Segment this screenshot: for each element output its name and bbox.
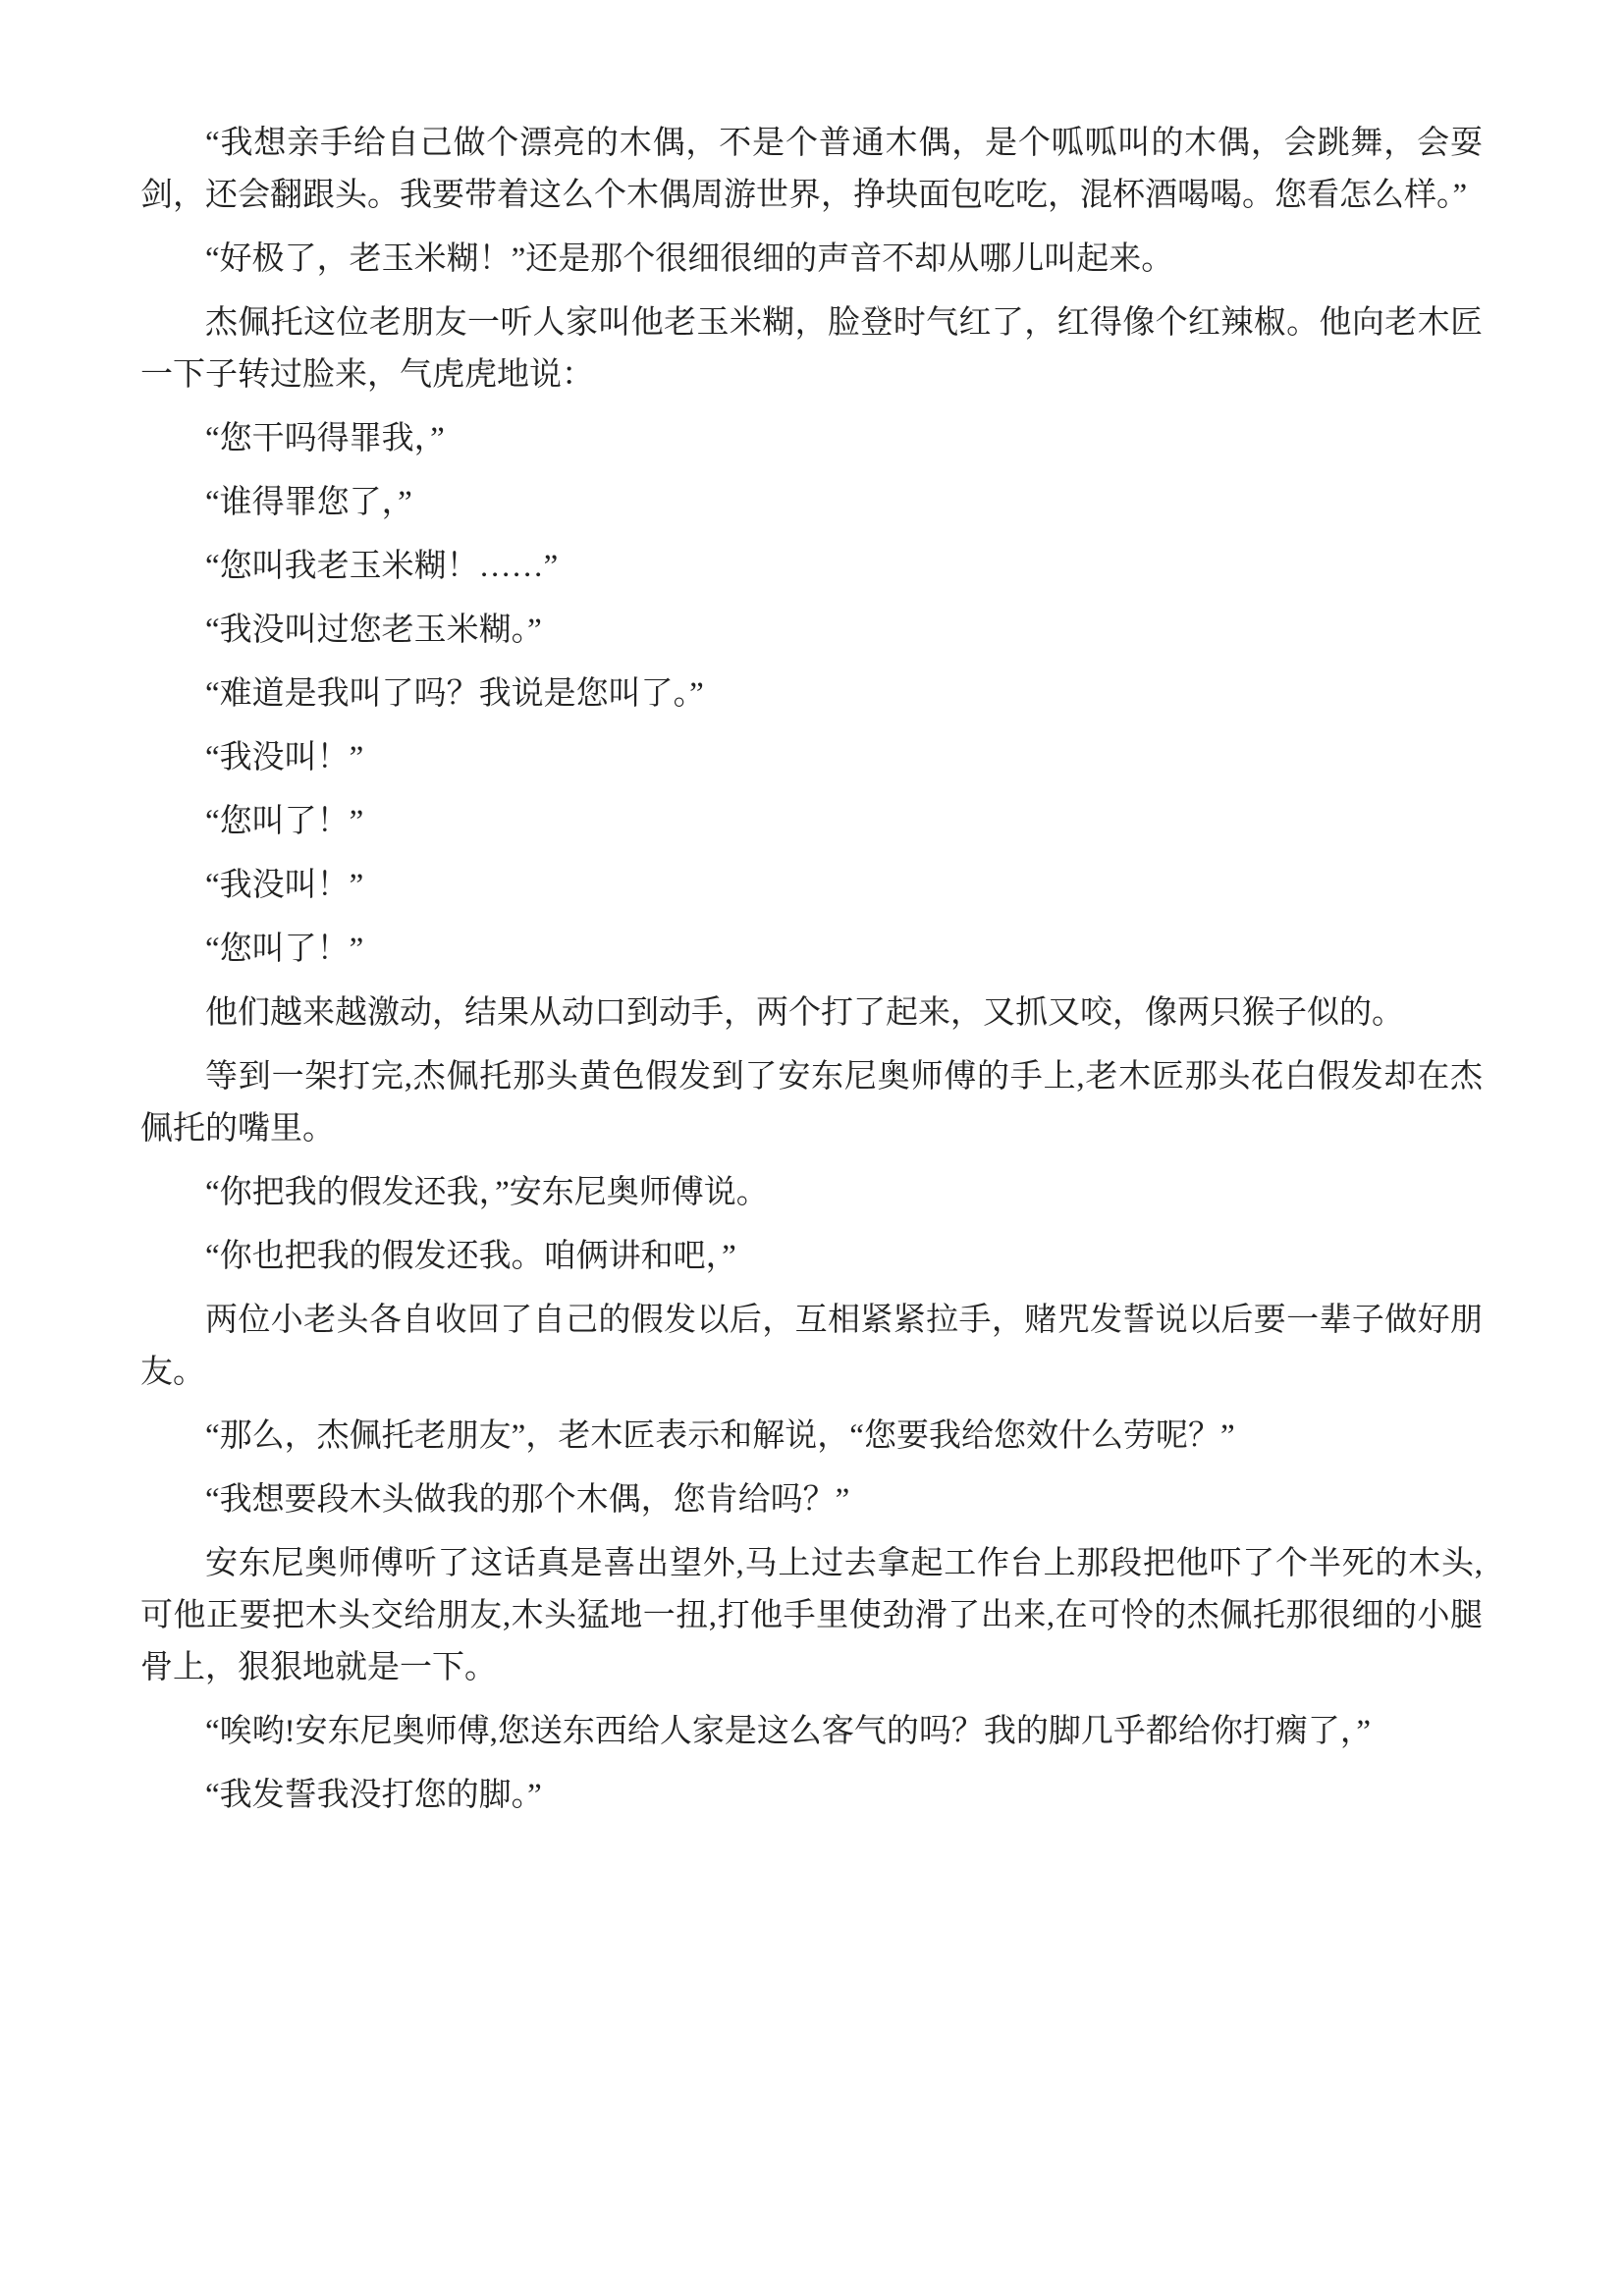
paragraph: “好极了，老玉米糊！”还是那个很细很细的声音不却从哪儿叫起来。: [205, 241, 1174, 277]
paragraph: “我没叫过您老玉米糊。”: [205, 613, 542, 648]
paragraph: “谁得罪您了，”: [205, 485, 412, 520]
paragraph: “您干吗得罪我，”: [205, 421, 445, 456]
paragraph: “您叫了！”: [205, 932, 364, 967]
paragraph: “我发誓我没打您的脚。”: [205, 1778, 542, 1813]
paragraph: “你也把我的假发还我。咱俩讲和吧，”: [205, 1239, 736, 1274]
paragraph: 杰佩托这位老朋友一听人家叫他老玉米糊，脸登时气红了，红得像个红辣椒。他向老木匠一下子转过脸来，气虎虎地说：: [140, 305, 1483, 393]
paragraph: 他们越来越激动，结果从动口到动手，两个打了起来，又抓又咬，像两只猴子似的。: [205, 995, 1404, 1031]
document-content: [140, 118, 1483, 1822]
paragraph: “我想亲手给自己做个漂亮的木偶，不是个普通木偶，是个呱呱叫的木偶，会跳舞，会耍剑，还会翻跟头。我要带着这么个木偶周游世界，挣块面包吃吃，混杯酒喝喝。您看怎么样。”: [140, 126, 1483, 213]
paragraph: “难道是我叫了吗？我说是您叫了。”: [205, 676, 704, 712]
paragraph: “唉哟!安东尼奥师傅,您送东西给人家是这么客气的吗？我的脚几乎都给你打瘸了，”: [205, 1714, 1372, 1749]
paragraph: “我想要段木头做我的那个木偶，您肯给吗？”: [205, 1482, 850, 1518]
paragraph: “你把我的假发还我，”安东尼奥师傅说。: [205, 1175, 769, 1210]
paragraph: “我没叫！”: [205, 740, 364, 775]
paragraph: 等到一架打完,杰佩托那头黄色假发到了安东尼奥师傅的手上,老木匠那头花白假发却在杰佩托的嘴里。: [140, 1059, 1483, 1147]
paragraph: “您叫我老玉米糊！……”: [205, 549, 559, 584]
paragraph: “您叫了！”: [205, 804, 364, 839]
paragraph: “那么，杰佩托老朋友”，老木匠表示和解说，“您要我给您效什么劳呢？”: [205, 1418, 1235, 1454]
paragraph: 两位小老头各自收回了自己的假发以后，互相紧紧拉手，赌咒发誓说以后要一辈子做好朋友。: [140, 1303, 1483, 1390]
paragraph: 安东尼奥师傅听了这话真是喜出望外,马上过去拿起工作台上那段把他吓了个半死的木头,可他正要把木头交给朋友,木头猛地一扭,打他手里使劲滑了出来,在可怜的杰佩托那很细的小腿骨上，狠狠地就是一下。: [140, 1546, 1483, 1685]
paragraph: “我没叫！”: [205, 868, 364, 903]
